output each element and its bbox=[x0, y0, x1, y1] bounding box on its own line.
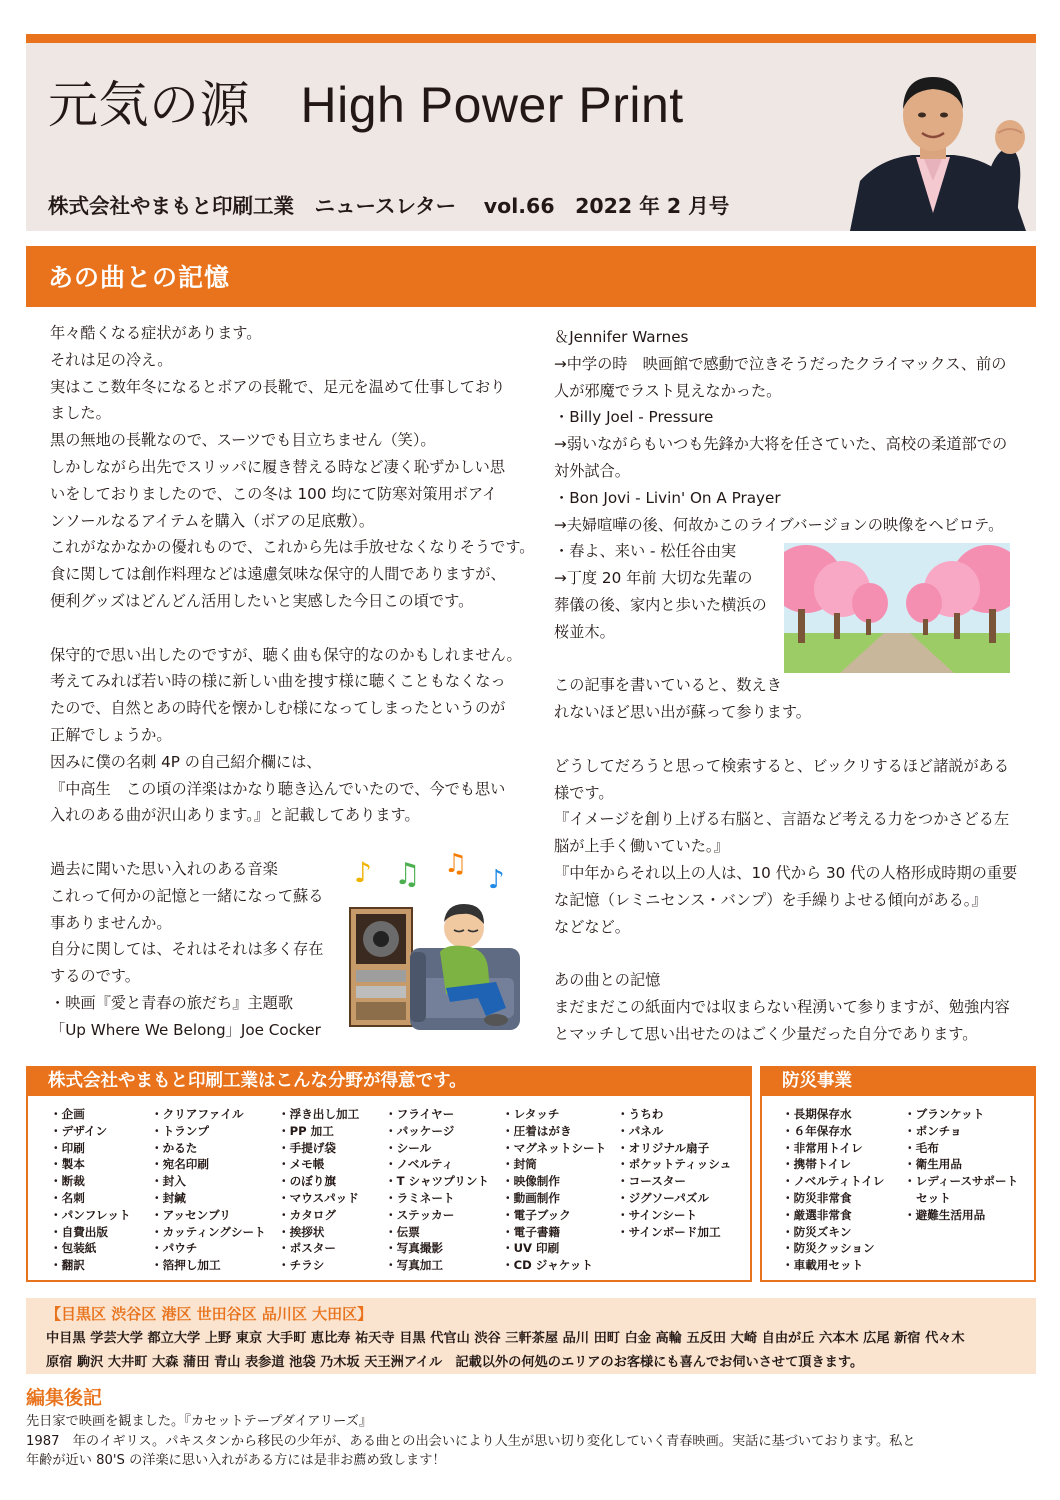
text-line: まだまだこの紙面内では収まらない程湧いて参りますが、勉強内容 bbox=[554, 997, 1010, 1016]
list-item: ・ ノベルティトイレ bbox=[782, 1173, 884, 1190]
list-item: ・ 防災非常食 bbox=[782, 1190, 884, 1207]
editor-note-title: 編集後記 bbox=[26, 1387, 103, 1409]
text-line: いをしておりましたので、この冬は 100 均にて防寒対策用ボアイ bbox=[50, 484, 498, 503]
list-item: ・ チラシ bbox=[278, 1257, 359, 1274]
list-item: ・ ノベルティ bbox=[385, 1156, 489, 1173]
list-item: ・ デザイン bbox=[50, 1123, 131, 1140]
text-line: →中学の時 映画館で感動で泣きそうだったクライマックス、前の bbox=[554, 354, 1007, 373]
list-item: ・ 防災クッション bbox=[782, 1240, 884, 1257]
list-item: ・ のぼり旗 bbox=[278, 1173, 359, 1190]
text-line: 年々酷くなる症状があります。 bbox=[50, 324, 262, 342]
music-note-icon: ♪ bbox=[488, 865, 505, 895]
article-title-bar bbox=[26, 246, 1036, 307]
text-line: 葬儀の後、家内と歩いた横浜の bbox=[554, 595, 767, 614]
music-note-icon: ♫ bbox=[394, 857, 421, 892]
list-item: ・ トランプ bbox=[151, 1123, 266, 1140]
list-item: ・ 翻訳 bbox=[50, 1257, 131, 1274]
text-line: ・映画『愛と青春の旅だち』主題歌 bbox=[50, 993, 293, 1012]
service-area-line: 中目黒 学芸大学 都立大学 上野 東京 大手町 恵比寿 祐天寺 目黒 代官山 渋谷 三軒茶屋 品川 田町 白金 高輪 五反田 大崎 自由が丘 六本木 広尾 新宿 代々木 bbox=[46, 1331, 965, 1346]
list-item: ・ パネル bbox=[617, 1123, 731, 1140]
text-line: →丁度 20 年前 大切な先輩の bbox=[554, 569, 753, 588]
business-list-column bbox=[502, 1106, 606, 1274]
business-areas-box bbox=[26, 1066, 752, 1282]
list-item: ・ 毛布 bbox=[904, 1140, 1018, 1157]
bosai-list-column bbox=[904, 1106, 1018, 1224]
list-item: ・ T シャツプリント bbox=[385, 1173, 489, 1190]
business-list-column bbox=[385, 1106, 489, 1274]
list-item: ・ アッセンブリ bbox=[151, 1207, 266, 1224]
music-listener-illustration bbox=[346, 848, 524, 1036]
text-line: しかしながら出先でスリッパに履き替える時など凄く恥ずかしい思 bbox=[50, 457, 506, 476]
music-note-icon: ♫ bbox=[444, 849, 468, 879]
service-area-panel bbox=[26, 1298, 1036, 1374]
text-line: ・Billy Joel - Pressure bbox=[554, 408, 714, 427]
list-item: ・ 写真撮影 bbox=[385, 1240, 489, 1257]
business-list-column bbox=[50, 1106, 131, 1274]
text-line: 正解でしょうか。 bbox=[50, 725, 172, 744]
list-item: ・ うちわ bbox=[617, 1106, 731, 1123]
text-line: →夫婦喧嘩の後、何故かこのライブバージョンの映像をヘビロテ。 bbox=[554, 515, 1004, 534]
text-line: →弱いながらもいつも先鋒か大将を任さていた、高校の柔道部での bbox=[554, 435, 1008, 454]
text-line: 入れのある曲が沢山あります。』と記載してあります。 bbox=[50, 806, 420, 825]
text-line: 便利グッズはどんどん活用したいと実感した今日この頃です。 bbox=[50, 591, 474, 610]
disaster-prevention-title: 防災事業 bbox=[760, 1066, 1036, 1096]
list-item: ・ フライヤー bbox=[385, 1106, 489, 1123]
article-title: あの曲との記憶 bbox=[48, 263, 231, 292]
text-line: 『中高生 この頃の洋楽はかなり聴き込んでいたので、今でも思い bbox=[50, 779, 506, 798]
music-note-icon: ♪ bbox=[354, 856, 372, 889]
text-line: 「Up Where We Belong」Joe Cocker bbox=[50, 1020, 321, 1039]
text-line: 保守的で思い出したのですが、聴く曲も保守的なのかもしれません。 bbox=[50, 645, 522, 664]
list-item: ・ レタッチ bbox=[502, 1106, 606, 1123]
text-line: 様です。 bbox=[554, 783, 614, 802]
list-item: ・ 挨拶状 bbox=[278, 1224, 359, 1241]
business-list-column bbox=[151, 1106, 266, 1274]
text-line: 1987 年のイギリス。パキスタンから移民の少年が、ある曲との出会いにより人生が思い切り変化していく青春映画。実話に基づいております。私と bbox=[26, 1433, 916, 1449]
article-right-column bbox=[554, 324, 1024, 1048]
text-line: 『中年からそれ以上の人は、10 代から 30 代の人格形成時期の重要 bbox=[554, 863, 1018, 882]
text-line: れないほど思い出が蘇って参ります。 bbox=[554, 703, 811, 722]
list-item: ・ 名刺 bbox=[50, 1190, 131, 1207]
list-item: ・ 箔押し加工 bbox=[151, 1257, 266, 1274]
list-item: ・ 自費出版 bbox=[50, 1224, 131, 1241]
bosai-list-column bbox=[782, 1106, 884, 1274]
text-line: それは足の冷え。 bbox=[50, 350, 173, 369]
list-item: ・ メモ帳 bbox=[278, 1156, 359, 1173]
newsletter-subtitle: 株式会社やまもと印刷工業 ニュースレター vol.66 2022 年 2 月号 bbox=[48, 194, 730, 218]
list-item: ・ カッティングシート bbox=[151, 1224, 266, 1241]
list-item: ・ 衛生用品 bbox=[904, 1156, 1018, 1173]
list-item: ・ UV 印刷 bbox=[502, 1240, 606, 1257]
list-item: ・ サインシート bbox=[617, 1207, 731, 1224]
list-item: ・ ポケットティッシュ bbox=[617, 1156, 731, 1173]
text-line: ・Bon Jovi - Livin' On A Prayer bbox=[554, 488, 781, 507]
list-item: ・ 封緘 bbox=[151, 1190, 266, 1207]
list-item: ・ 封入 bbox=[151, 1173, 266, 1190]
list-item: ・ レディースサポート bbox=[904, 1173, 1018, 1190]
newsletter-title: 元気の源 High Power Print bbox=[48, 77, 684, 133]
list-item: ・ 手提げ袋 bbox=[278, 1140, 359, 1157]
editor-note-body bbox=[26, 1412, 1038, 1471]
newsletter-header bbox=[26, 43, 1036, 231]
list-item: ・ マウスパッド bbox=[278, 1190, 359, 1207]
text-line: 人が邪魔でラスト見えなかった。 bbox=[554, 381, 782, 400]
list-item: ・ ポンチョ bbox=[904, 1123, 1018, 1140]
text-line: 過去に聞いた思い入れのある音楽 bbox=[50, 859, 278, 878]
text-line: この記事を書いていると、数えき bbox=[554, 676, 782, 695]
text-line: 考えてみれば若い時の様に新しい曲を捜す様に聴くこともなくなっ bbox=[50, 672, 506, 691]
text-line: ンソールなるアイテムを購入（ボアの足底敷）。 bbox=[50, 511, 375, 530]
text-line: ＆Jennifer Warnes bbox=[554, 328, 689, 346]
list-item: ・ 長期保存水 bbox=[782, 1106, 884, 1123]
list-item: ・ 製本 bbox=[50, 1156, 131, 1173]
list-item: ・ 宛名印刷 bbox=[151, 1156, 266, 1173]
list-item: ・ コースター bbox=[617, 1173, 731, 1190]
list-item: ・ 企画 bbox=[50, 1106, 131, 1123]
text-line: 『イメージを創り上げる右脳と、言語など考える力をつかさどる左 bbox=[554, 810, 1010, 829]
list-item: ・ 避難生活用品 bbox=[904, 1207, 1018, 1224]
service-area-title: 【目黒区 渋谷区 港区 世田谷区 品川区 大田区】 bbox=[46, 1305, 373, 1323]
list-item: ・ 車載用セット bbox=[782, 1257, 884, 1274]
text-line: などなど。 bbox=[554, 917, 630, 936]
list-item: ・ ブランケット bbox=[904, 1106, 1018, 1123]
list-item: ・ カタログ bbox=[278, 1207, 359, 1224]
list-item: ・ マグネットシート bbox=[502, 1140, 606, 1157]
list-item: ・ パンフレット bbox=[50, 1207, 131, 1224]
list-item: ・ 浮き出し加工 bbox=[278, 1106, 359, 1123]
text-line: 年齢が近い 80'S の洋楽に思い入れがある方には是非お薦め致します！ bbox=[26, 1453, 446, 1468]
list-item: ・ 非常用トイレ bbox=[782, 1140, 884, 1157]
list-item: ・ 写真加工 bbox=[385, 1257, 489, 1274]
list-item: ・ オリジナル扇子 bbox=[617, 1140, 731, 1157]
cherry-blossom-road-illustration bbox=[784, 543, 1010, 673]
list-item: ・ 携帯トイレ bbox=[782, 1156, 884, 1173]
text-line: ました。 bbox=[50, 404, 111, 423]
text-line: 食に関しては創作料理などは遠慮気味な保守的人間でありますが、 bbox=[50, 565, 506, 584]
text-line bbox=[50, 615, 520, 642]
text-line: たので、自然とあの時代を懐かしむ様になってしまったというのが bbox=[50, 699, 506, 718]
list-item: ・ シール bbox=[385, 1140, 489, 1157]
service-area-line: 原宿 駒沢 大井町 大森 蒲田 青山 表参道 池袋 乃木坂 天王洲アイル 記載以外の何処のエリアのお客様にも喜んでお伺いさせて頂きます。 bbox=[46, 1355, 864, 1370]
text-line: 脳が上手く働いていた。』 bbox=[554, 837, 729, 856]
list-item: ・ PP 加工 bbox=[278, 1123, 359, 1140]
list-item: ・ 伝票 bbox=[385, 1224, 489, 1241]
list-item: ・ パウチ bbox=[151, 1240, 266, 1257]
list-item: ・ 電子書籍 bbox=[502, 1224, 606, 1241]
list-item: ・ ジグソーパズル bbox=[617, 1190, 731, 1207]
text-line: するのです。 bbox=[50, 967, 140, 986]
text-line: これって何かの記憶と一緒になって蘇る bbox=[50, 886, 324, 905]
list-item: ・ パッケージ bbox=[385, 1123, 489, 1140]
list-item: ・ 電子ブック bbox=[502, 1207, 606, 1224]
text-line: 先日家で映画を観ました。『カセットテープダイアリーズ』 bbox=[26, 1414, 373, 1429]
list-item: ・ CD ジャケット bbox=[502, 1257, 606, 1274]
text-line: 対外試合。 bbox=[554, 461, 630, 480]
list-item: ・ 厳選非常食 bbox=[782, 1207, 884, 1224]
text-line: 桜並木。 bbox=[554, 622, 615, 641]
top-accent-rule bbox=[26, 34, 1036, 43]
text-line: 事ありませんか。 bbox=[50, 913, 172, 932]
list-item: ・ 防災ズキン bbox=[782, 1224, 884, 1241]
business-list-column bbox=[617, 1106, 731, 1240]
text-line: どうしてだろうと思って検索すると、ビックリするほど諸説がある bbox=[554, 756, 1010, 775]
list-item: ・ 映像制作 bbox=[502, 1173, 606, 1190]
text-line: 因みに僕の名刺 4P の自己紹介欄には、 bbox=[50, 752, 322, 771]
text-line: ・春よ、来い - 松任谷由実 bbox=[554, 542, 737, 561]
text-line bbox=[554, 726, 1024, 753]
text-line: 黒の無地の長靴なので、スーツでも目立ちません（笑）。 bbox=[50, 431, 436, 450]
text-line: これがなかなかの優れもので、これから先は手放せなくなりそうです。 bbox=[50, 538, 535, 557]
disaster-prevention-box bbox=[760, 1066, 1036, 1282]
list-item: ・ ポスター bbox=[278, 1240, 359, 1257]
stereo-icon bbox=[350, 908, 412, 1026]
list-item: ・ 圧着はがき bbox=[502, 1123, 606, 1140]
text-line: 実はここ数年冬になるとボアの長靴で、足元を温めて仕事しており bbox=[50, 377, 506, 396]
list-item: ・ ステッカー bbox=[385, 1207, 489, 1224]
text-line: あの曲との記憶 bbox=[554, 971, 661, 990]
list-item: ・ 断裁 bbox=[50, 1173, 131, 1190]
text-line: 自分に関しては、それはそれは多く存在 bbox=[50, 940, 324, 959]
list-item: ・ かるた bbox=[151, 1140, 266, 1157]
list-item: ・ ６年保存水 bbox=[782, 1123, 884, 1140]
list-item: ・ ラミネート bbox=[385, 1190, 489, 1207]
business-areas-title: 株式会社やまもと印刷工業はこんな分野が得意です。 bbox=[26, 1066, 752, 1096]
text-line: とマッチして思い出せたのはごく少量だった自分であります。 bbox=[554, 1024, 978, 1043]
text-line: な記憶（レミニセンス・バンプ）を手繰りよせる傾向がある。』 bbox=[554, 890, 987, 909]
portrait-illustration bbox=[830, 63, 1036, 231]
list-item: ・ サインボード加工 bbox=[617, 1224, 731, 1241]
list-item: ・ 動画制作 bbox=[502, 1190, 606, 1207]
list-item: ・ 包装紙 bbox=[50, 1240, 131, 1257]
text-line bbox=[554, 940, 1024, 967]
list-item-continuation: セット bbox=[916, 1190, 951, 1205]
list-item: ・ 封筒 bbox=[502, 1156, 606, 1173]
author-portrait bbox=[830, 63, 1036, 231]
list-item: ・ 印刷 bbox=[50, 1140, 131, 1157]
list-item: ・ クリアファイル bbox=[151, 1106, 266, 1123]
business-list-column bbox=[278, 1106, 359, 1274]
